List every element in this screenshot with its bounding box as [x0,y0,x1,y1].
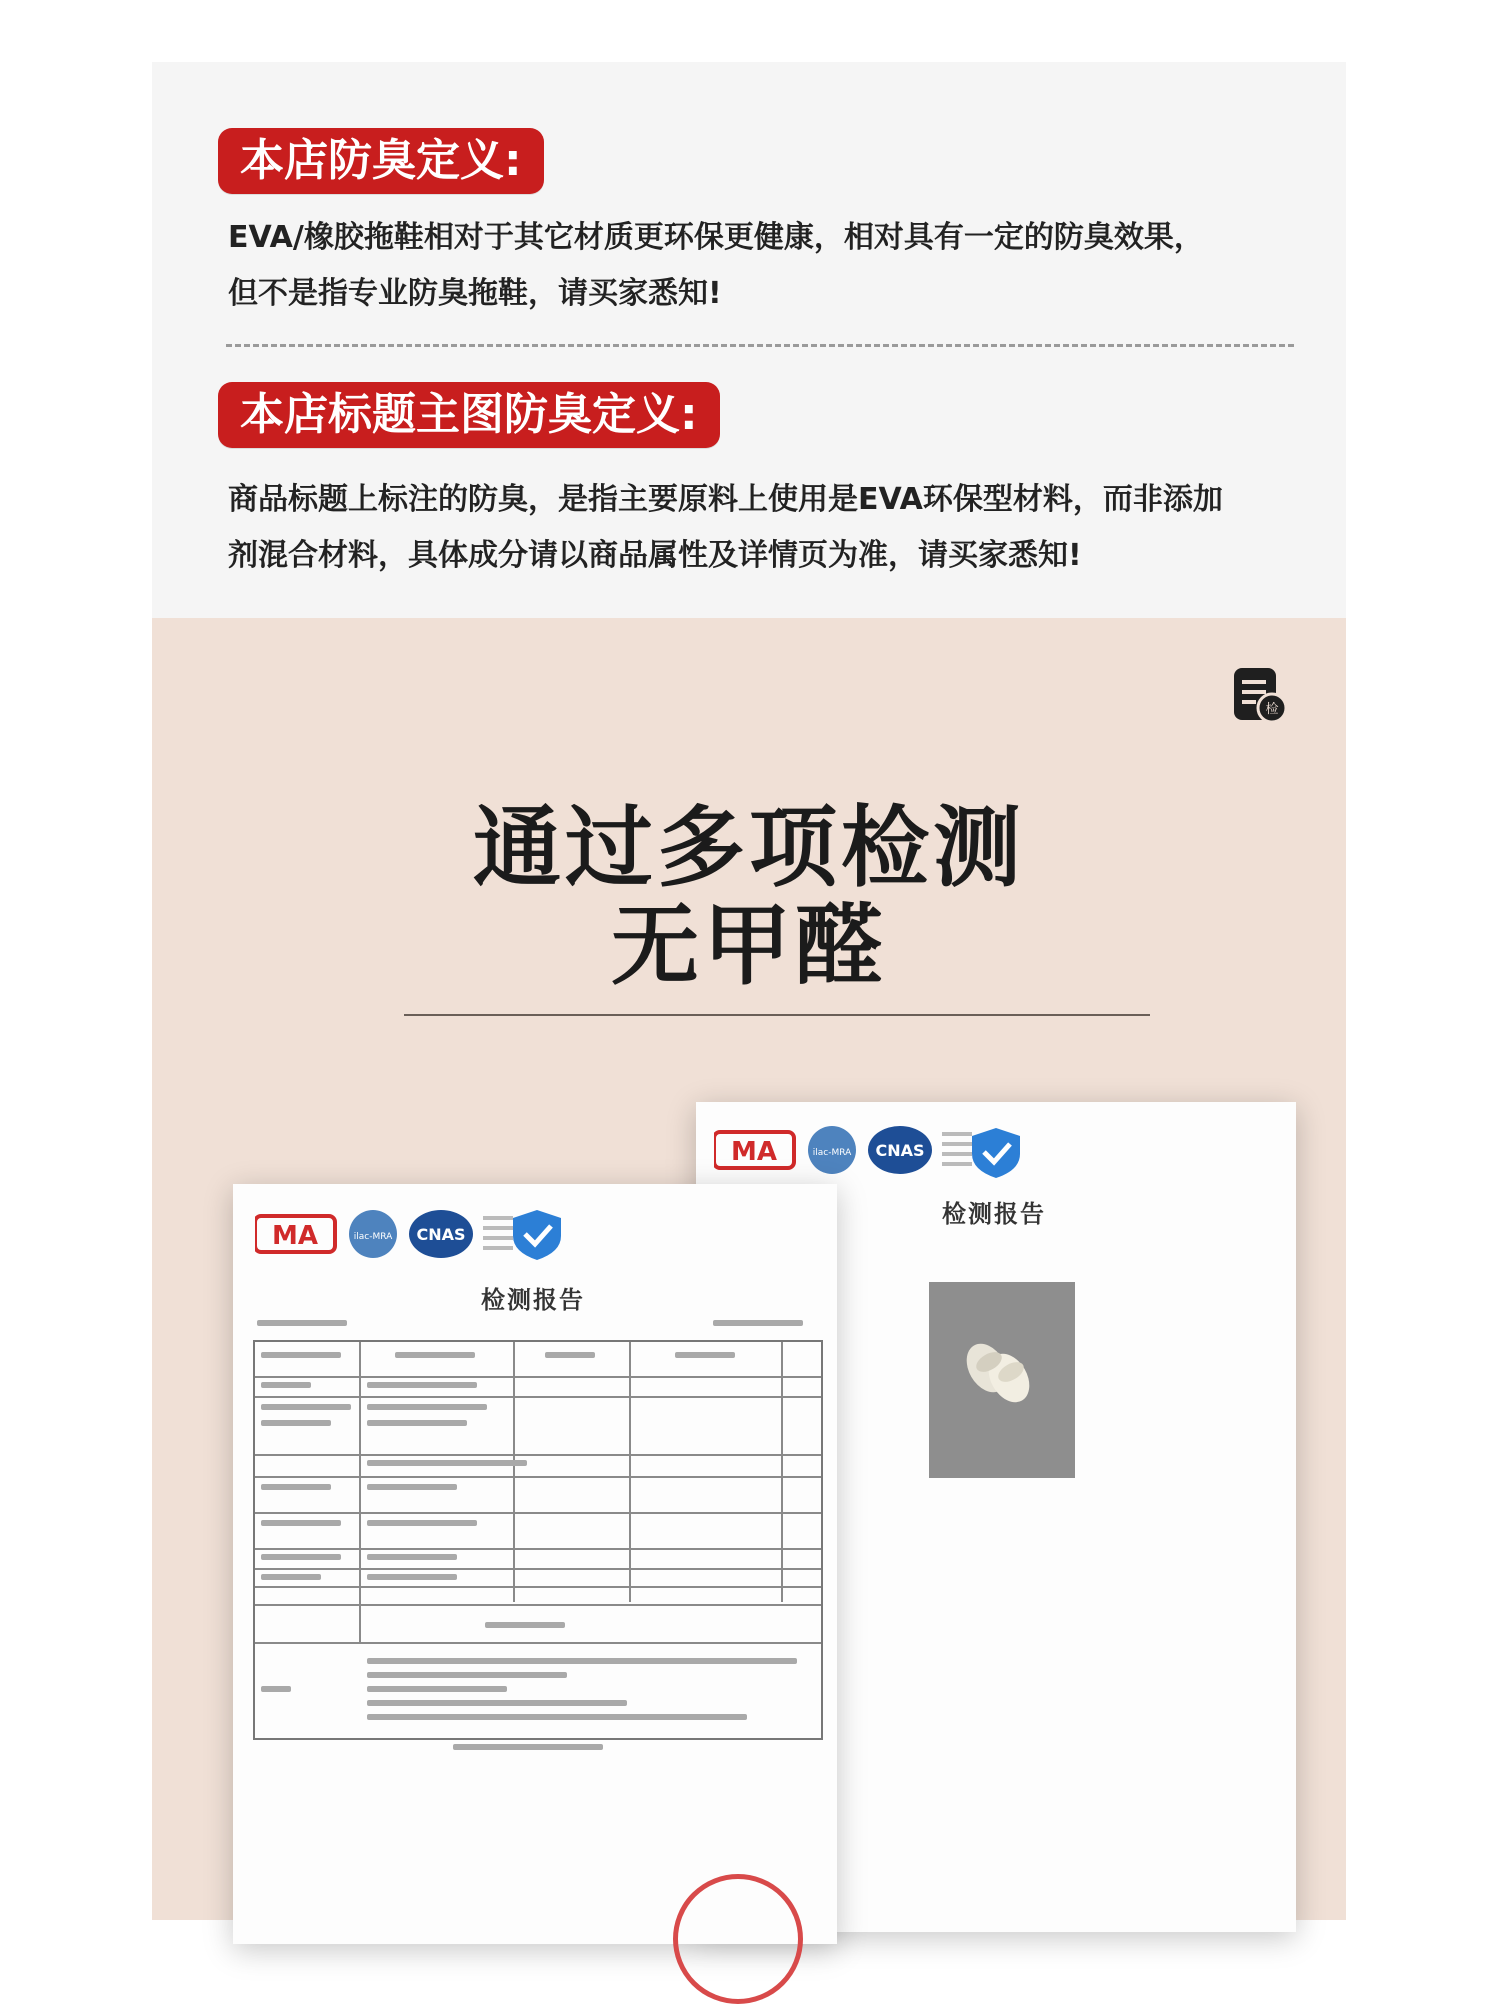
svg-text:MA: MA [272,1221,318,1251]
official-seal [673,1874,803,2004]
svg-text:检: 检 [1265,702,1279,717]
text-line: EVA/橡胶拖鞋相对于其它材质更环保更健康，相对具有一定的防臭效果， [228,220,1204,255]
report-title: 检测报告 [942,1199,1046,1228]
certification-logos [714,1122,1074,1186]
test-report-page-front [233,1184,837,1944]
svg-text:ilac-MRA: ilac-MRA [353,1232,393,1242]
text-line: 商品标题上标注的防臭，是指主要原料上使用是EVA环保型材料，而非添加 [228,482,1223,517]
page-number-text [713,1320,803,1326]
store-anti-odor-tag: 本店防臭定义: [218,128,544,194]
svg-text:CNAS: CNAS [416,1225,466,1244]
svg-text:CNAS: CNAS [875,1141,925,1160]
report-title: 检测报告 [481,1285,585,1314]
headline-line-1: 通过多项检测 [472,796,1025,899]
report-end-text [453,1744,603,1750]
svg-text:ilac-MRA: ilac-MRA [812,1148,852,1158]
document-check-icon [1232,668,1288,724]
slipper-sample-photo [929,1282,1075,1478]
dashed-divider [226,344,1294,347]
certification-logos [255,1204,615,1268]
store-anti-odor-text [228,210,1204,322]
svg-text:MA: MA [731,1137,777,1167]
headline-rule [404,1014,1150,1016]
title-image-anti-odor-text [228,472,1223,584]
text-line: 但不是指专业防臭拖鞋，请买家悉知! [228,276,722,311]
title-image-anti-odor-tag: 本店标题主图防臭定义: [218,382,720,448]
text-line: 剂混合材料，具体成分请以商品属性及详情页为准，请买家悉知! [228,538,1082,573]
report-number-text [257,1320,347,1326]
headline-line-2: 无甲醛 [610,894,887,997]
test-results-table [253,1340,823,1740]
